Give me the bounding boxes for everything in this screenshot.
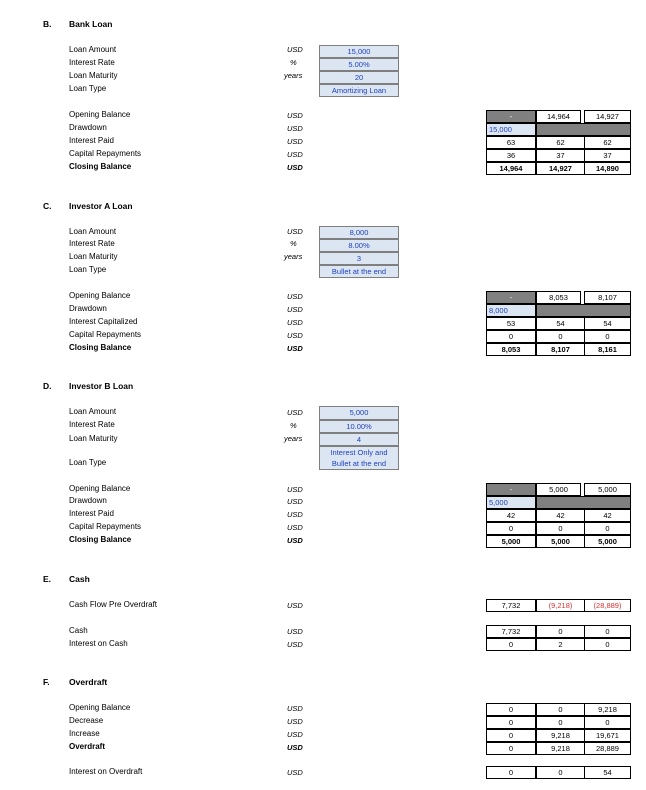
table-cell-total: 14,964 — [486, 162, 536, 175]
table-cell: 37 — [584, 149, 631, 162]
param-label: Interest Rate — [69, 420, 115, 429]
table-cell: 0 — [536, 625, 584, 638]
unit-label: USD — [287, 497, 303, 506]
table-cell: 0 — [536, 522, 584, 535]
table-cell-total: 8,161 — [584, 343, 631, 356]
unit-label: years — [284, 434, 303, 443]
param-label: Interest Rate — [69, 239, 115, 248]
row-label: Interest on Cash — [69, 639, 128, 648]
unit-label: USD — [287, 730, 303, 739]
loan-type-line: Bullet at the end — [331, 459, 387, 468]
section-title-bank-loan: Bank Loan — [69, 19, 113, 29]
row-label: Capital Repayments — [69, 330, 142, 339]
table-cell: 0 — [584, 625, 631, 638]
table-cell: - — [486, 483, 536, 496]
table-cell-total: 14,927 — [536, 162, 584, 175]
table-cell-grey — [536, 496, 631, 509]
section-title-investor-b-loan: Investor B Loan — [69, 381, 134, 391]
row-label: Drawdown — [69, 123, 107, 132]
table-cell: 0 — [486, 766, 536, 779]
unit-label: USD — [287, 640, 303, 649]
row-label: Opening Balance — [69, 703, 131, 712]
row-label: Cash — [69, 626, 88, 635]
table-cell: 63 — [486, 136, 536, 149]
table-cell-negative: (9,218) — [536, 599, 584, 612]
unit-label: USD — [287, 704, 303, 713]
loan-type-line: Interest Only and — [330, 448, 388, 457]
unit-label: USD — [287, 150, 303, 159]
unit-label: % — [290, 239, 297, 248]
table-cell: 9,218 — [536, 729, 584, 742]
unit-label: USD — [287, 510, 303, 519]
table-cell: 42 — [486, 509, 536, 522]
section-title-cash: Cash — [69, 574, 90, 584]
param-label: Loan Type — [69, 265, 107, 274]
table-cell: 0 — [536, 703, 584, 716]
loan-amount-input[interactable]: 8,000 — [319, 226, 399, 239]
param-label: Loan Amount — [69, 45, 117, 54]
loan-amount-input[interactable]: 5,000 — [319, 406, 399, 420]
table-cell-total: 5,000 — [584, 535, 631, 548]
table-cell-total: 8,107 — [536, 343, 584, 356]
table-cell: 5,000 — [536, 483, 581, 496]
table-cell: 0 — [536, 716, 584, 729]
loan-maturity-input[interactable]: 3 — [319, 252, 399, 265]
row-label: Interest Paid — [69, 136, 114, 145]
param-label: Loan Maturity — [69, 252, 118, 261]
section-title-overdraft: Overdraft — [69, 677, 108, 687]
section-letter-c: C. — [43, 201, 52, 211]
drawdown-input[interactable]: 5,000 — [486, 496, 536, 509]
param-label: Interest Rate — [69, 58, 115, 67]
table-cell: 0 — [486, 729, 536, 742]
table-cell: 0 — [486, 638, 536, 651]
interest-rate-input[interactable]: 10.00% — [319, 420, 399, 433]
param-label: Loan Maturity — [69, 434, 118, 443]
unit-label: USD — [287, 523, 303, 532]
table-cell: 62 — [584, 136, 631, 149]
table-cell: - — [486, 291, 536, 304]
interest-rate-input[interactable]: 8.00% — [319, 239, 399, 252]
table-cell-total: 8,053 — [486, 343, 536, 356]
table-cell: 54 — [536, 317, 584, 330]
section-title-investor-a-loan: Investor A Loan — [69, 201, 133, 211]
row-label: Cash Flow Pre Overdraft — [69, 600, 158, 609]
row-label: Closing Balance — [69, 162, 132, 171]
unit-label: USD — [287, 292, 303, 301]
table-cell: 0 — [486, 716, 536, 729]
table-cell-grey — [536, 304, 631, 317]
row-label: Capital Repayments — [69, 149, 142, 158]
row-label: Closing Balance — [69, 535, 132, 544]
table-cell: 0 — [584, 716, 631, 729]
table-cell-grey — [536, 123, 631, 136]
table-cell: 42 — [584, 509, 631, 522]
table-cell: 54 — [584, 766, 631, 779]
section-letter-b: B. — [43, 19, 52, 29]
table-cell-total: 0 — [486, 742, 536, 755]
table-cell: 0 — [584, 522, 631, 535]
unit-label: % — [290, 58, 297, 67]
loan-amount-input[interactable]: 15,000 — [319, 45, 399, 58]
row-label: Opening Balance — [69, 110, 131, 119]
row-label: Opening Balance — [69, 291, 131, 300]
row-label: Drawdown — [69, 496, 107, 505]
unit-label: USD — [287, 485, 303, 494]
unit-label: USD — [287, 111, 303, 120]
table-cell: 0 — [536, 766, 584, 779]
unit-label: USD — [287, 124, 303, 133]
unit-label: USD — [287, 408, 303, 417]
unit-label: USD — [287, 743, 303, 752]
row-label: Overdraft — [69, 742, 106, 751]
unit-label: USD — [287, 536, 303, 545]
unit-label: USD — [287, 601, 303, 610]
param-label: Loan Type — [69, 84, 107, 93]
table-cell: 0 — [584, 638, 631, 651]
row-label: Capital Repayments — [69, 522, 142, 531]
row-label: Interest on Overdraft — [69, 767, 143, 776]
param-label: Loan Maturity — [69, 71, 118, 80]
table-cell-total: 14,890 — [584, 162, 631, 175]
loan-type-input[interactable]: Bullet at the end — [319, 265, 399, 278]
table-cell-total: 5,000 — [536, 535, 584, 548]
table-cell-total: 9,218 — [536, 742, 584, 755]
unit-label: USD — [287, 227, 303, 236]
unit-label: USD — [287, 344, 303, 353]
table-cell: 62 — [536, 136, 584, 149]
param-label: Loan Amount — [69, 227, 117, 236]
row-label: Increase — [69, 729, 100, 738]
row-label: Drawdown — [69, 304, 107, 313]
unit-label: years — [284, 71, 303, 80]
section-letter-f: F. — [43, 677, 50, 687]
loan-maturity-input[interactable]: 20 — [319, 71, 399, 84]
table-cell: 36 — [486, 149, 536, 162]
unit-label: USD — [287, 137, 303, 146]
loan-type-input[interactable] — [319, 446, 399, 470]
row-label: Closing Balance — [69, 343, 132, 352]
table-cell: 19,671 — [584, 729, 631, 742]
unit-label: USD — [287, 45, 303, 54]
interest-rate-input[interactable]: 5.00% — [319, 58, 399, 71]
table-cell-total: 28,889 — [584, 742, 631, 755]
row-label: Decrease — [69, 716, 104, 725]
unit-label: USD — [287, 331, 303, 340]
param-label: Loan Type — [69, 458, 107, 467]
table-cell: 42 — [536, 509, 584, 522]
table-cell: 37 — [536, 149, 584, 162]
table-cell: 8,053 — [536, 291, 581, 304]
table-cell: 0 — [486, 522, 536, 535]
table-cell-total: 5,000 — [486, 535, 536, 548]
table-cell: 0 — [486, 703, 536, 716]
drawdown-input[interactable]: 8,000 — [486, 304, 536, 317]
table-cell: 8,107 — [584, 291, 631, 304]
table-cell: 0 — [584, 330, 631, 343]
loan-type-input[interactable]: Amortizing Loan — [319, 84, 399, 97]
section-letter-e: E. — [43, 574, 52, 584]
table-cell: 7,732 — [486, 599, 536, 612]
row-label: Opening Balance — [69, 484, 131, 493]
table-cell: 0 — [536, 330, 584, 343]
section-letter-d: D. — [43, 381, 52, 391]
unit-label: USD — [287, 318, 303, 327]
loan-maturity-input[interactable]: 4 — [319, 433, 399, 446]
unit-label: USD — [287, 627, 303, 636]
table-cell: 53 — [486, 317, 536, 330]
unit-label: USD — [287, 768, 303, 777]
drawdown-input[interactable]: 15,000 — [486, 123, 536, 136]
unit-label: USD — [287, 717, 303, 726]
table-cell: 7,732 — [486, 625, 536, 638]
table-cell: 54 — [584, 317, 631, 330]
table-cell: 0 — [486, 330, 536, 343]
unit-label: USD — [287, 163, 303, 172]
table-cell: 14,964 — [536, 110, 581, 123]
row-label: Interest Paid — [69, 509, 114, 518]
table-cell: 14,927 — [584, 110, 631, 123]
unit-label: years — [284, 252, 303, 261]
table-cell: 2 — [536, 638, 584, 651]
table-cell-negative: (28,889) — [584, 599, 631, 612]
unit-label: USD — [287, 305, 303, 314]
table-cell: 5,000 — [584, 483, 631, 496]
param-label: Loan Amount — [69, 407, 117, 416]
table-cell: - — [486, 110, 536, 123]
row-label: Interest Capitalized — [69, 317, 138, 326]
table-cell: 9,218 — [584, 703, 631, 716]
unit-label: % — [290, 421, 297, 430]
